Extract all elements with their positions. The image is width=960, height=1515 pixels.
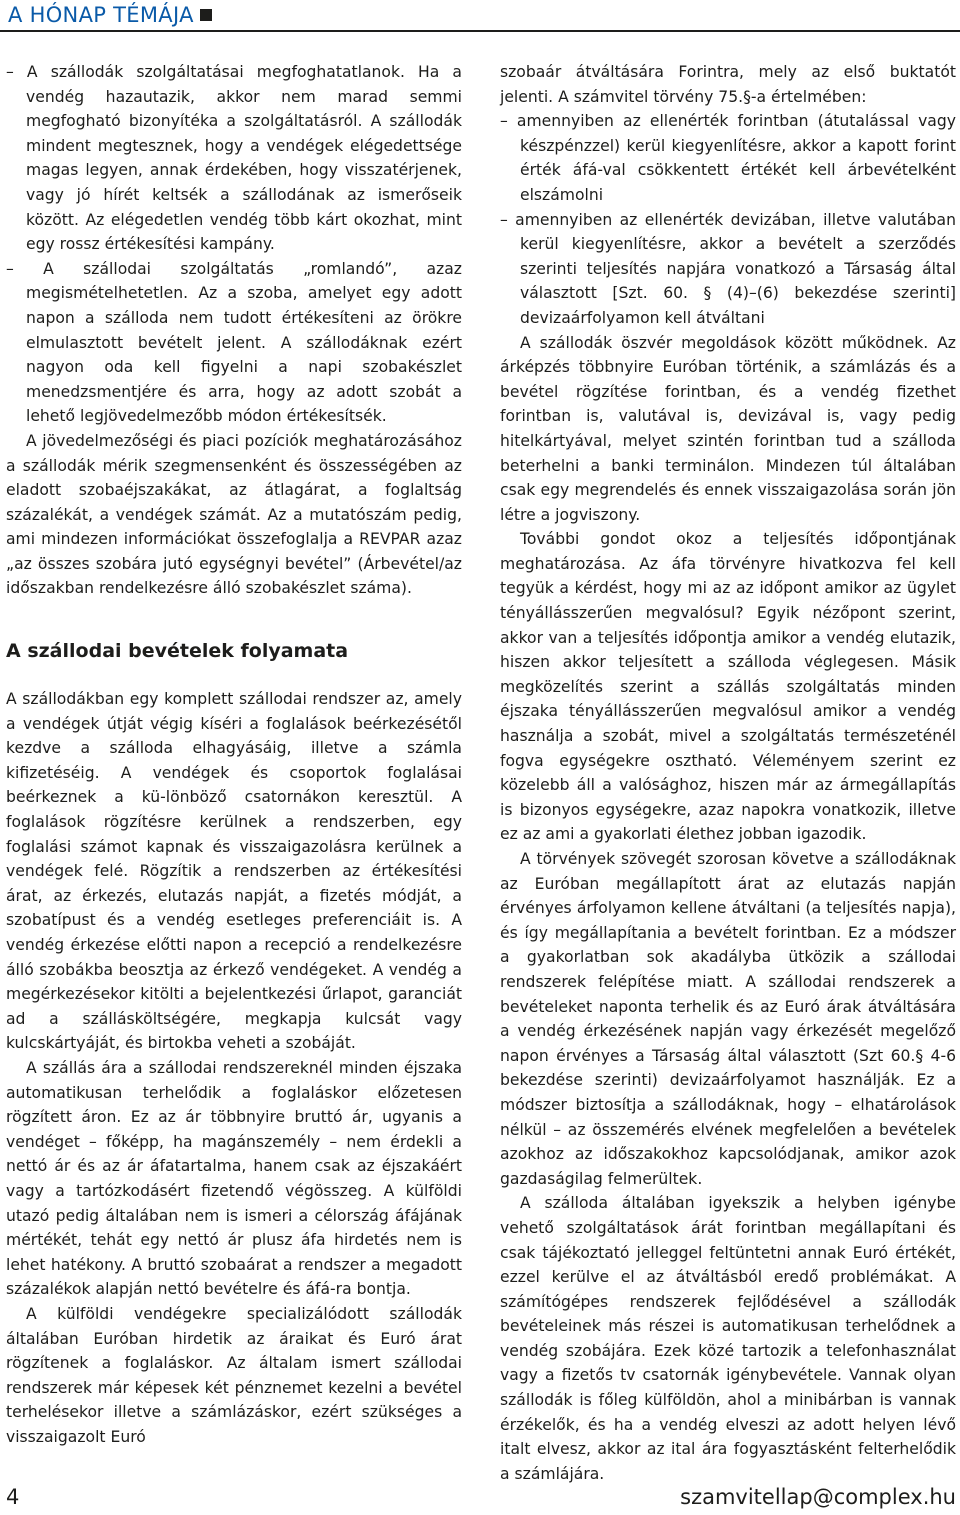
paragraph: A jövedelmezőségi és piaci pozíciók meghatározásához a szállodák mérik szegmensenként és összességében az eladott szobaéjszakákat, az átlagárat, a foglaltság százalékát, a vendégek számát. Az a mutatószám pedig, ami mindezen információkat összefoglalja a REVPAR azaz „az összes szobára jutó egységnyi bevétel” (Árbevétel/az időszakban rendelkezésre álló szobakészlet száma). <box>6 431 462 598</box>
paragraph: A szállodák öszvér megoldások között működnek. Az árképzés többnyire Euróban történik, a számlázás és a bevétel rögzítése forintban, és a vendég fizethet forintban is, valutával is, devizával is, vagy pedig hitelkártyával, melyet szintén forintban tud a szálloda beterhelni a banki terminálon. Mindezen túl általában csak egy megrendelés és ennek visszaigazolása során jön létre a jogviszony. <box>500 333 956 524</box>
square-icon <box>200 9 212 21</box>
right-column <box>500 60 956 1486</box>
list-item: – amennyiben az ellenérték forintban (átutalással vagy készpénzzel) kerül kiegyenlítésre, akkor a kapott forint érték áfá-val csökkentett értékét kell árbevételként elszámolni <box>500 112 956 204</box>
list-item: – amennyiben az ellenérték devizában, illetve valutában kerül kiegyenlítésre, akkor a bevételt a szerződés szerinti teljesítés napjára vonatkozó a Társaság által választott [Szt. 60. § (4)–(6) bekezdése szerinti] devizaárfolyamon kell átváltani <box>500 210 956 327</box>
paragraph: A külföldi vendégekre specializálódott szállodák általában Euróban hirdetik az áraikat és Euró árat rögzítenek a foglaláskor. Az általam ismert szállodai rendszerek már képesek két pénznemet kezelni a bevétel terhelésekor illetve a számlázáskor, ezért szükséges a visszaigazolt Euró <box>6 1304 462 1446</box>
paragraph: A szálloda általában igyekszik a helyben igénybe vehető szolgáltatások árát forintban megállapítani és csak tájékoztató jelleggel feltüntetni annak Euró értékét, ezzel kerülve el az átváltásból eredő problémákat. A számítógépes rendszerek fejlődésével a szállodák bevételeinek más részei is automatikusan terhelődnek a vendég szobájára. Ezek közé tartozik a telefonhasználat vagy a fizetős tv csatornák igénybevétele. Vannak olyan szállodák is főleg külföldön, ahol a minibárban is vannak érzékelők, és ha a vendég elveszi az adott helyen lévő italt elvesz, akkor az ital ára fogyasztásként felterhelődik a számlájára. <box>500 1194 956 1483</box>
paragraph: – A szállodai szolgáltatás „romlandó”, azaz megismételhetetlen. Az a szoba, amelyet egy adott napon a szálloda nem tudott értékesíteni az örökre elmulasztott bevételt jelent. A szállodáknak ezért nagyon oda kell figyelni a napi szobakészlet menedzsmentjére és arra, hogy az adott szobát a lehető legjövedelmezőbb módon értékesítsék. <box>6 259 462 426</box>
page-header <box>0 0 960 44</box>
paragraph: szobaár átváltására Forintra, mely az első buktatót jelenti. A számvitel törvény 75.§-a értelmében: <box>500 63 956 106</box>
section-header-label: A HÓNAP TÉMÁJA <box>8 3 194 27</box>
paragraph: További gondot okoz a teljesítés időpontjának meghatározása. Az áfa törvényre hivatkozva fel kell tegyük a kérdést, hogy mi az az időpont amikor az ügylet tényállásszerűen megvalósul? Egyik nézőpont szerint, akkor van a teljesítés időpontja amikor a vendég elutazik, hiszen akkor teljesített a szálloda véglegesen. Másik megközelítés szerint a szállás szolgáltatás minden éjszaka tényállásszerűen megvalósul amikor a vendég használja a szobát, mivel a szolgáltatás természeténél fogva egységekre osztható. Véleményem szerint ez közelebb áll a valósághoz, hiszen már az ármegállapítás is bizonyos egységekre, azaz napokra vonatkozik, illetve ez az ami a gyakorlati élethez jobban igazodik. <box>500 530 956 844</box>
section-header <box>8 2 212 28</box>
page-number: 4 <box>6 1485 20 1509</box>
paragraph: A szállodákban egy komplett szállodai rendszer az, amely a vendégek útját végig kíséri a foglalások beérkezésétől kezdve a szálloda elhagyásáig, illetve a számla kifizetéséig. A vendégek és csoportok foglalásai beérkeznek a kü-lönböző csatornákon keresztül. A foglalások rögzítésre kerülnek a rendszerben, egy foglalási számot kapnak és visszaigazolásra kerülnek a vendégek felé. Rögzítik a rendszerben az értékesítési árat, az érkezés, elutazás napját, a fizetés módját, a szobatípust és a vendég esetleges preferenciáit is. A vendég érkezése előtti napon a recepció a rendelkezésre álló szobákba beosztja az érkező vendégeket. A vendég a megérkezésekor kitölti a bejelentkezési űrlapot, garanciát ad a szállásköltségére, megkapja kulcsát vagy kulcskártyáját, és birtokba veheti a szobáját. <box>6 690 462 1053</box>
footer-email: szamvitellap@complex.hu <box>680 1485 956 1509</box>
paragraph: A szállás ára a szállodai rendszereknél minden éjszaka automatikusan terhelődik a foglaláskor előzetesen rögzített áron. Ez az ár többnyire bruttó ár, ugyanis a vendéget – főképp, ha magánszemély – nem érdekli a nettó ár és az ár áfatartalma, hanem csak az éjszakáért vagy a tartózkodásért fizetendő végösszeg. A külföldi utazó pedig általában nem is ismeri a célország áfájának mértékét, tehát egy nettó ár plusz áfa hirdetés nem is lehet hatékony. A bruttó szobaárat a rendszer a megadott százalékok alapján nettó bevételre és áfá-ra bontja. <box>6 1058 462 1299</box>
paragraph: – A szállodák szolgáltatásai megfoghatatlanok. Ha a vendég hazautazik, akkor nem marad semmi megfogható bizonyítéka a szolgáltatásról. A szállodák mindent megtesznek, hogy a vendégek elégedettsége magas legyen, annak érdekében, hogy visszatérjenek, vagy jó hírét keltsék a szállodának az ismerőseik között. Az elégedetlen vendég több kárt okozhat, mint egy rossz értékesítési kampány. <box>6 63 462 254</box>
paragraph: A törvények szövegét szorosan követve a szállodáknak az Euróban megállapított árat az elutazás napján érvényes árfolyamon kellene átváltani (a teljesítés napja), és így megállapítania a bevételt forintban. Ez a módszer a gyakorlatban sok akadályba ütközik a szállodai rendszerek felépítése miatt. A szállodai rendszerek a bevételeket naponta terhelik és az Euró árak átváltására a vendég érkezésének napján vagy érkezését megelőző napon érvényes a Társaság által választott (Szt 60.§ 4-6 bekezdése szerinti) devizaárfolyamot használják. Ez a módszer biztosítja a szállodáknak, hogy – elhatárolások nélkül – az összemérés elvének megfelelően a bevételek azokhoz az időszakokhoz kapcsolódjanak, amikor azok gazdaságilag felmerültek. <box>500 850 956 1188</box>
header-rule <box>0 30 960 32</box>
left-column <box>6 60 462 1449</box>
section-heading: A szállodai bevételek folyamata <box>6 640 349 663</box>
